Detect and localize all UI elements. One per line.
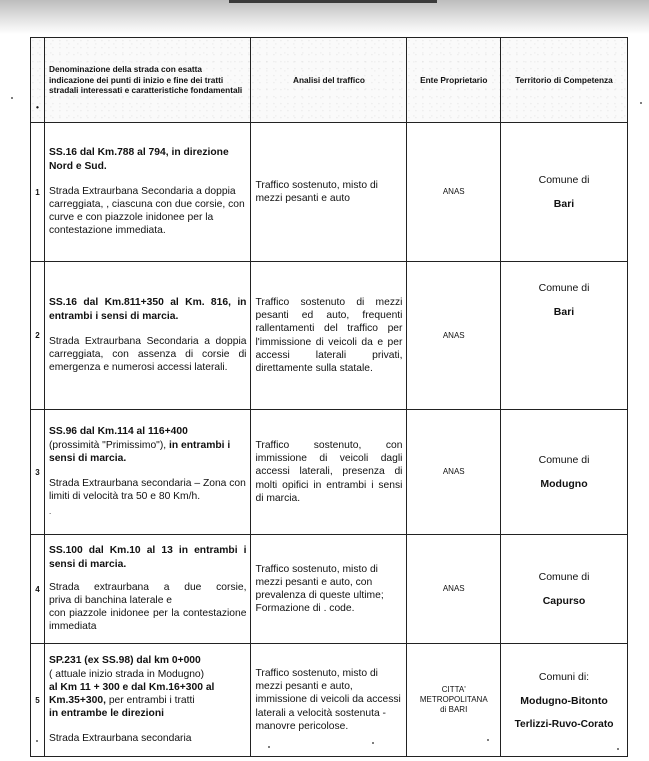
road-name-title: SS.100 dal Km.10 al 13 in entrambi i sensi di marcia.: [48, 545, 247, 570]
road-name-title: SS.16 dal Km.788 al 794, in direzione Nord e Sud.: [48, 147, 229, 172]
viewer-top-gradient: [0, 0, 649, 34]
table-row: [31, 410, 628, 535]
owner-cell: ANAS: [407, 410, 501, 535]
table-row: [31, 644, 628, 757]
owner-cell: ANAS: [407, 535, 501, 644]
owner-cell: ANAS: [407, 262, 501, 410]
traffic-cell: Traffico sostenuto di mezzi pesanti ed auto, frequenti rallentamenti del traffico per l'immissione di veicoli da e per accessi laterali privati, direttamente sulla statale.: [251, 262, 407, 410]
description-line: priva di banchina laterale e: [48, 595, 173, 606]
owner-line: METROPOLITANA: [419, 695, 488, 704]
description-line: con piazzole inidonee per la contestazione immediata: [48, 608, 247, 633]
road-name-cell: [44, 644, 251, 757]
table-row: [31, 535, 628, 644]
header-territory: Territorio di Competenza: [501, 38, 628, 123]
territory-place: Bari: [553, 198, 575, 210]
road-name-title: SS.16 dal Km.811+350 al Km. 816, in entrambi i sensi di marcia.: [48, 297, 247, 322]
road-name-bold-part: in entrambi i sensi di marcia.: [48, 439, 231, 464]
territory-label: Comune di: [538, 454, 590, 466]
road-name-bold-part: SS.96 dal Km.114 al 116+400: [48, 426, 188, 438]
road-name-regular-part: per entrambi i tratti: [108, 695, 195, 706]
traffic-cell: Traffico sostenuto, misto di mezzi pesanti e auto, immissione di veicoli da accessi laterali a velocità sostenuta - manovre pericolose.: [251, 644, 407, 757]
table-row: [31, 123, 628, 262]
territory-label: Comune di: [538, 571, 590, 583]
row-number: 2: [31, 262, 45, 410]
territory-place: Bari: [553, 306, 575, 318]
roads-table: [30, 37, 628, 757]
road-name-regular-part: ( attuale inizio strada in Modugno): [48, 668, 205, 680]
territory-cell: [501, 123, 628, 262]
road-name-cell: [44, 123, 251, 262]
description-line: Strada extraurbana a due corsie,: [48, 581, 247, 593]
scan-speck: [617, 748, 619, 750]
territory-cell: [501, 410, 628, 535]
territory-label: Comuni di:: [538, 670, 590, 683]
traffic-cell: Traffico sostenuto, misto di mezzi pesanti e auto: [251, 123, 407, 262]
road-name-cell: [44, 410, 251, 535]
traffic-cell: Traffico sostenuto, misto di mezzi pesanti e auto, con prevalenza di queste ultime; Formazione di . code.: [251, 535, 407, 644]
scan-speck: [11, 97, 13, 99]
road-name-title: [49, 654, 247, 720]
road-name-regular-part: (prossimità "Primissimo"),: [48, 439, 167, 451]
road-name-cell: [44, 535, 251, 644]
scan-speck: [36, 740, 38, 742]
scan-speck: [640, 102, 642, 104]
territory-label: Comune di: [538, 174, 590, 186]
road-description: Strada Extraurbana Secondaria a doppia carreggiata, con assenza di corsie di emergenza e numerosi accessi laterali.: [48, 335, 247, 374]
road-name-title: [49, 425, 247, 465]
trailing-mark: .: [48, 507, 52, 517]
owner-line: di BARI: [440, 705, 468, 714]
row-number: 1: [31, 123, 45, 262]
territory-place-2: Terlizzi-Ruvo-Corato: [514, 718, 614, 730]
header-owner: Ente Proprietario: [407, 38, 501, 123]
territory-cell: [501, 535, 628, 644]
owner-line: CITTA': [441, 685, 466, 694]
road-name-cell: [44, 262, 251, 410]
territory-cell: [501, 644, 628, 757]
road-description: Strada Extraurbana Secondaria a doppia carreggiata, , ciascuna con due corsie, con curve e con piazzole inidonee per la contestazione immediata.: [48, 185, 245, 237]
road-name-bold-part: al Km 11 + 300 e dal Km.16+300 al Km.35+300,: [48, 681, 215, 706]
territory-place: Modugno: [540, 478, 588, 490]
header-road-name: Denominazione della strada con esatta indicazione dei punti di inizio e fine dei tratti stradali interessati e caratteristiche fondamentali: [44, 38, 251, 123]
road-name-bold-part: SP.231 (ex SS.98) dal km 0+000: [48, 655, 201, 667]
road-description: Strada Extraurbana secondaria: [48, 733, 192, 745]
scan-speck: [372, 742, 374, 744]
road-description: [49, 581, 247, 634]
row-number: 4: [31, 535, 45, 644]
table-header-row: [31, 38, 628, 123]
viewer-top-bar: [229, 0, 437, 3]
road-name-bold-part: in entrambe le direzioni: [48, 708, 164, 720]
table-row: [31, 262, 628, 410]
row-number: 3: [31, 410, 45, 535]
territory-place: Capurso: [542, 595, 586, 607]
owner-cell: ANAS: [407, 123, 501, 262]
header-traffic-analysis: Analisi del traffico: [251, 38, 407, 123]
scan-speck: [268, 746, 270, 748]
traffic-cell: Traffico sostenuto, con immissione di veicoli dagli accessi laterali, presenza di molti opifici in entrambi i sensi di marcia.: [251, 410, 407, 535]
road-description: Strada Extraurbana secondaria – Zona con limiti di velocità tra 50 e 80 Km/h.: [48, 478, 246, 503]
territory-label: Comune di: [538, 282, 590, 294]
territory-place: Modugno-Bitonto: [520, 694, 608, 707]
territory-cell: [501, 262, 628, 410]
header-number: •: [31, 38, 45, 123]
row-number: 5: [31, 644, 45, 757]
scan-speck: [487, 739, 489, 741]
